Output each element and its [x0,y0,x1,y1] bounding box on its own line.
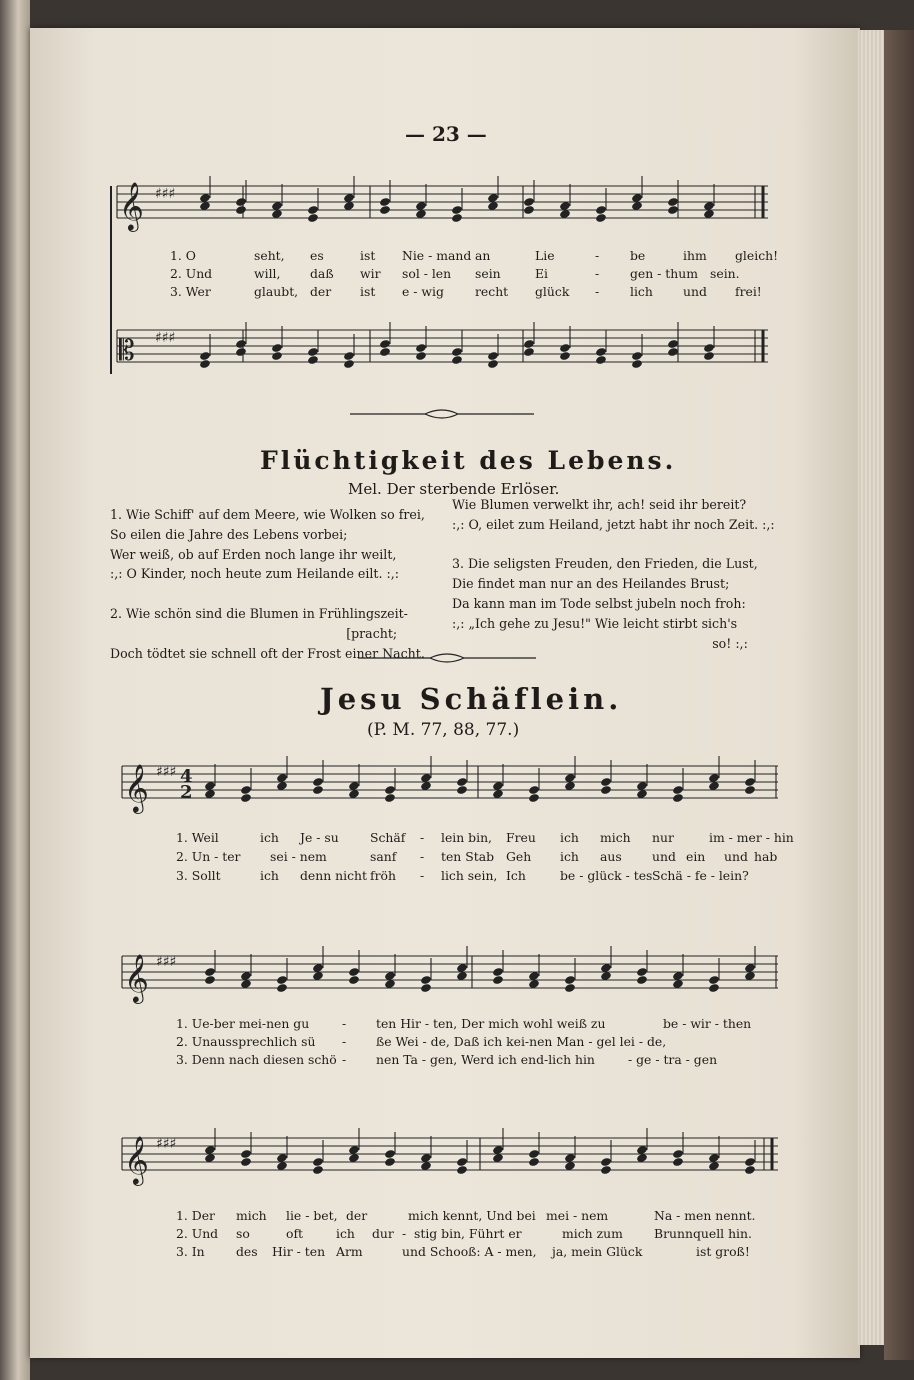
notehead [672,785,684,795]
lyric-syllable: be - glück - tes [560,868,653,883]
lyric-syllable: 2. Und [170,266,213,281]
lyric-syllable: nen Ta - gen, Werd ich end-lich hin [376,1052,595,1067]
notehead [235,347,247,357]
notehead [487,359,499,369]
hymn1-right-column: Wie Blumen verwelkt ihr, ach! seid ihr bereit? :,: O, eilet zum Heiland, jetzt habt ihr noch Zeit. :,: 3. Die seligsten Freuden, den Frieden, die Lust, Die findet man nur an des Heilandes Brust; Da kann man im Tode selbst jubeln noch froh: :,: „Ich gehe zu Jesu!" Wie leicht stirbt sich's so! :,: [452,497,775,651]
lyric-syllable: 3. Sollt [176,868,221,883]
lyric-syllable: 1. Der [176,1208,215,1223]
lyric-syllable: 1. Weil [176,830,219,845]
notehead [451,213,463,223]
lyric-syllable: ich [336,1226,355,1241]
lyric-syllable: nur [652,830,674,845]
notehead [667,205,679,215]
notehead [312,777,324,787]
lyric-syllable: ße Wei - de, Daß ich kei-nen Man - gel lei - de, [376,1034,667,1049]
lyric-syllable: mich kennt, Und bei [408,1208,536,1223]
notehead [744,1165,756,1175]
lyric-syllable: 1. Ue-ber mei-nen gu [176,1016,310,1031]
lyric-syllable: ich [560,830,579,845]
notehead [672,1157,684,1167]
lyric-syllable: Lie [535,248,555,263]
notehead [240,785,252,795]
notehead [451,205,463,215]
notehead [559,351,571,361]
notehead [379,205,391,215]
lyric-syllable: lich [630,284,653,299]
book-spine [884,30,914,1360]
lyric-syllable: des [236,1244,258,1259]
lyric-syllable: be [630,248,646,263]
notehead [456,777,468,787]
notehead [343,359,355,369]
hymn2-meter: (P. M. 77, 88, 77.) [367,720,520,740]
notehead [528,793,540,803]
notehead [595,355,607,365]
lyric-syllable: ist [360,248,376,263]
lyric-syllable: an [475,248,491,263]
lyric-syllable: - [595,284,600,299]
lyric-syllable: der [310,284,332,299]
notehead [492,967,504,977]
notehead [600,1157,612,1167]
lyric-syllable: 1. O [170,248,196,263]
lyric-syllable: gleich! [735,248,779,263]
notehead [420,975,432,985]
notehead [600,777,612,787]
lyric-syllable: glück [535,284,570,299]
lyric-syllable: ist groß! [696,1244,750,1259]
notehead [595,347,607,357]
notehead [384,793,396,803]
notehead [456,1157,468,1167]
lyric-syllable: ist [360,284,376,299]
svg-text:2: 2 [180,782,193,803]
notehead [420,983,432,993]
notehead [415,343,427,353]
lyric-syllable: oft [286,1226,304,1241]
notehead [636,967,648,977]
notehead [523,197,535,207]
lyric-syllable: - [342,1034,347,1049]
lyric-syllable: so [236,1226,250,1241]
lyric-syllable: stig bin, Führt er [414,1226,522,1241]
svg-text:♯♯♯: ♯♯♯ [155,330,176,346]
lyric-syllable: der [346,1208,368,1223]
divider-ornament-1 [350,404,535,424]
lyric-syllable: lich sein, [441,868,498,883]
lyric-syllable: ich [260,830,279,845]
music1-bass-staff [113,322,773,372]
lyric-syllable: - [420,849,425,864]
notehead [312,1157,324,1167]
music1-treble-staff [113,176,773,230]
lyric-syllable: seht, [254,248,285,263]
lyric-syllable: will, [254,266,281,281]
lyric-syllable: denn nicht [300,868,368,883]
lyric-syllable: - [342,1052,347,1067]
lyric-syllable: sanf [370,849,397,864]
notehead [379,339,391,349]
notehead [523,205,535,215]
lyric-syllable: mei - nem [546,1208,609,1223]
lyric-syllable: mich [236,1208,267,1223]
notehead [667,197,679,207]
lyric-syllable: ten Hir - ten, Der mich wohl weiß zu [376,1016,606,1031]
lyric-syllable: - [420,830,425,845]
lyric-syllable: recht [475,284,509,299]
notehead [240,1149,252,1159]
lyric-syllable: lie - bet, [286,1208,338,1223]
lyric-syllable: Nie - mand [402,248,472,263]
notehead [631,351,643,361]
hymn2-staff-1 [118,756,783,816]
notehead [456,1165,468,1175]
notehead [204,967,216,977]
notehead [384,785,396,795]
hymn2-staff-3 [118,1128,783,1188]
notehead [703,343,715,353]
lyric-syllable: es [310,248,324,263]
lyric-syllable: Arm [336,1244,363,1259]
notehead [276,975,288,985]
lyric-syllable: mich zum [562,1226,623,1241]
lyric-syllable: sein. [710,266,740,281]
notehead [348,975,360,985]
notehead [744,777,756,787]
lyric-syllable: ten Stab [441,849,495,864]
notehead [240,1157,252,1167]
lyric-syllable: ich [260,868,279,883]
lyric-syllable: 3. Denn nach diesen schö [176,1052,337,1067]
lyric-syllable: im - mer - hin [709,830,794,845]
lyric-syllable: daß [310,266,334,281]
lyric-syllable: und [683,284,707,299]
notehead [348,967,360,977]
svg-text:♯♯♯: ♯♯♯ [156,1136,177,1152]
lyric-syllable: e - wig [402,284,444,299]
notehead [240,793,252,803]
lyric-syllable: - [420,868,425,883]
lyric-syllable: 3. In [176,1244,205,1259]
notehead [312,1165,324,1175]
notehead [600,1165,612,1175]
notehead [667,347,679,357]
lyric-syllable: und [724,849,748,864]
lyric-syllable: Na - men nennt. [654,1208,756,1223]
notehead [595,205,607,215]
lyric-syllable: ja, mein Glück [552,1244,643,1259]
lyric-syllable: glaubt, [254,284,299,299]
lyric-syllable: 2. Und [176,1226,219,1241]
notehead [744,785,756,795]
lyric-syllable: 2. Un - ter [176,849,241,864]
svg-text:♯♯♯: ♯♯♯ [155,186,176,202]
notehead [492,975,504,985]
lyric-syllable: Je - su [300,830,339,845]
hymn1-left-column: 1. Wie Schiff' auf dem Meere, wie Wolken so frei, So eilen die Jahre des Lebens vorbei; Wer weiß, ob auf Erden noch lange ihr weilt, :,: O Kinder, noch heute zum Heilande eilt. :,: 2. Wie schön sind die Blumen in Frühlingszeit- [pracht; Doch tödtet sie schnell oft der Frost einer Nacht. [110,507,425,661]
notehead [672,793,684,803]
music1-brace [106,186,116,376]
lyric-syllable: ihm [683,248,707,263]
svg-text:♯♯♯: ♯♯♯ [156,764,177,780]
notehead [204,975,216,985]
lyric-syllable: Ei [535,266,549,281]
lyric-syllable: - [402,1226,407,1241]
lyric-syllable: ein [686,849,706,864]
lyric-syllable: dur [372,1226,394,1241]
lyric-syllable: - ge - tra - gen [628,1052,718,1067]
notehead [564,975,576,985]
notehead [595,213,607,223]
svg-text:𝄞: 𝄞 [124,1135,149,1184]
notehead [636,975,648,985]
lyric-syllable: gen - thum [630,266,698,281]
notehead [415,351,427,361]
lyric-syllable: und [652,849,676,864]
lyric-syllable: be - wir - then [663,1016,752,1031]
lyric-syllable: Brunnquell hin. [654,1226,752,1241]
notehead [384,1157,396,1167]
notehead [703,351,715,361]
divider-ornament-2 [358,648,538,668]
svg-text:4: 4 [180,766,193,787]
notehead [708,975,720,985]
notehead [307,355,319,365]
lyric-syllable: - [595,248,600,263]
lyric-syllable: ich [560,849,579,864]
page-number: — 23 — [405,122,487,146]
lyric-syllable: sein [475,266,501,281]
notehead [744,1157,756,1167]
notehead [307,205,319,215]
notehead [384,1149,396,1159]
hymn1-melody: Mel. Der sterbende Erlöser. [348,480,560,498]
notehead [271,343,283,353]
notehead [600,785,612,795]
notehead [631,359,643,369]
notehead [559,343,571,353]
lyric-syllable: frei! [735,284,762,299]
lyric-syllable: wir [360,266,381,281]
notehead [271,351,283,361]
notehead [528,1149,540,1159]
notehead [487,351,499,361]
svg-text:𝄞: 𝄞 [124,763,149,812]
lyric-syllable: Freu [506,830,536,845]
lyric-syllable: fröh [370,868,396,883]
lyric-syllable: Geh [506,849,532,864]
notehead [343,351,355,361]
left-page-edge [0,0,30,1380]
notehead [379,197,391,207]
lyric-syllable: hab [754,849,778,864]
lyric-syllable: und Schooß: A - men, [402,1244,537,1259]
notehead [451,347,463,357]
notehead [528,785,540,795]
lyric-syllable: Schä - fe - lein? [652,868,749,883]
lyric-syllable: lein bin, [441,830,492,845]
notehead [708,983,720,993]
notehead [379,347,391,357]
notehead [523,339,535,349]
lyric-syllable: - [342,1016,347,1031]
hymn2-title: Jesu Schäflein. [320,682,623,716]
notehead [672,1149,684,1159]
hymn1-title: Flüchtigkeit des Lebens. [260,446,677,475]
notehead [456,785,468,795]
notehead [199,351,211,361]
notehead [235,205,247,215]
notehead [199,359,211,369]
notehead [667,339,679,349]
lyric-syllable: sol - len [402,266,452,281]
lyric-syllable: aus [600,849,622,864]
notehead [451,355,463,365]
notehead [307,347,319,357]
notehead [312,785,324,795]
notehead [235,339,247,349]
svg-text:♯♯♯: ♯♯♯ [156,954,177,970]
lyric-syllable: mich [600,830,631,845]
hymn2-staff-2 [118,946,783,1006]
notehead [307,213,319,223]
svg-text:𝄞: 𝄞 [119,181,144,230]
notehead [235,197,247,207]
notehead [564,983,576,993]
lyric-syllable: Schäf [370,830,406,845]
lyric-syllable: Ich [506,868,526,883]
lyric-syllable: 3. Wer [170,284,211,299]
lyric-syllable: Hir - ten [272,1244,326,1259]
svg-text:𝄡: 𝄡 [119,334,135,367]
svg-text:𝄞: 𝄞 [124,953,149,1002]
notehead [528,1157,540,1167]
lyric-syllable: 2. Unaussprechlich sü [176,1034,316,1049]
lyric-syllable: sei - nem [270,849,327,864]
notehead [523,347,535,357]
lyric-syllable: - [595,266,600,281]
notehead [276,983,288,993]
